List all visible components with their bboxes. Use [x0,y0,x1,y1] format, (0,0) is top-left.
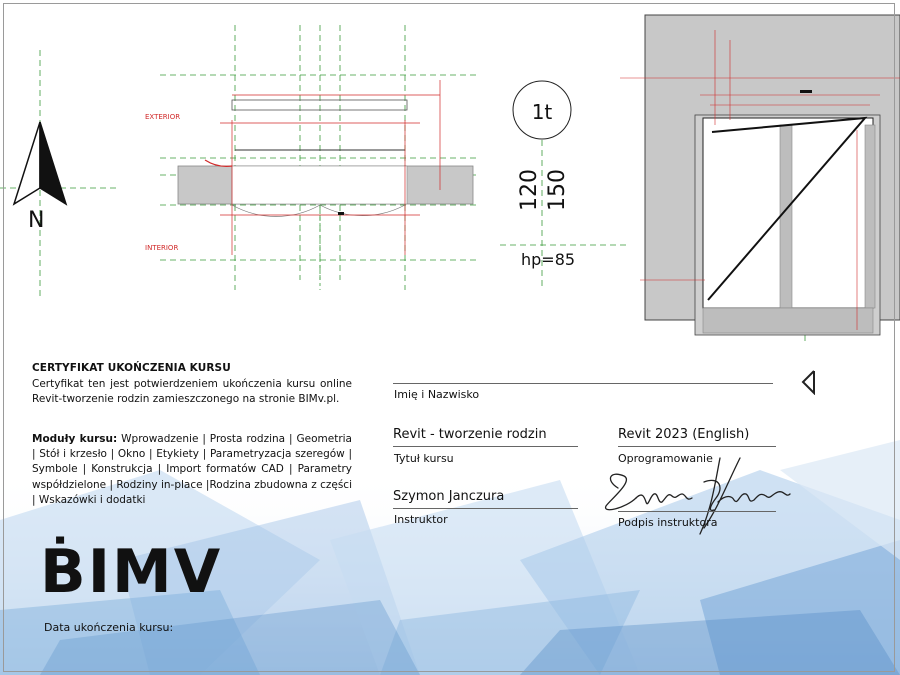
sill-height: hp=85 [521,250,576,269]
instructor-label: Instruktor [394,513,448,526]
modules-label: Moduły kursu: [32,433,118,445]
back-arrow-icon[interactable] [800,369,818,395]
signature-line [618,511,776,512]
certificate-title: CERTYFIKAT UKOŃCZENIA KURSU [32,362,231,374]
instructor-line [393,508,578,509]
instructor-value: Szymon Janczura [393,489,505,504]
name-line [393,383,773,384]
signature-label: Podpis instruktora [618,516,718,529]
exterior-label: EXTERIOR [145,113,181,121]
software-label: Oprogramowanie [618,452,713,465]
software-value: Revit 2023 (English) [618,427,750,442]
course-title-value: Revit - tworzenie rodzin [393,427,547,442]
completion-date-label: Data ukończenia kursu: [44,621,174,634]
software-line [618,446,776,447]
course-title-line [393,446,578,447]
north-arrow-icon [10,118,72,208]
certificate-description: Certyfikat ten jest potwierdzeniem ukończenia kursu online Revit-tworzenie rodzin zamieszczonego na stronie BIMv.pl. [32,378,352,405]
bimv-logo: ḂIMV [40,537,223,607]
course-modules [32,432,352,508]
dim-height: 150 [545,169,570,211]
modules-text: Wprowadzenie | Prosta rodzina | Geometria | Stół i krzesło | Okno | Etykiety | Parametryzacja szeregów | Symbole | Konstrukcja | Import formatów CAD | Parametry współdzielone | Rodziny in-place |Rodzina zbudowna z części | Wskazówki i dodatki [32,433,352,506]
window-tag: 1t [531,100,553,124]
name-label: Imię i Nazwisko [394,388,480,401]
course-title-label: Tytuł kursu [394,452,454,465]
north-label: N [28,208,45,233]
dim-width: 120 [517,169,542,211]
interior-label: INTERIOR [145,244,179,252]
